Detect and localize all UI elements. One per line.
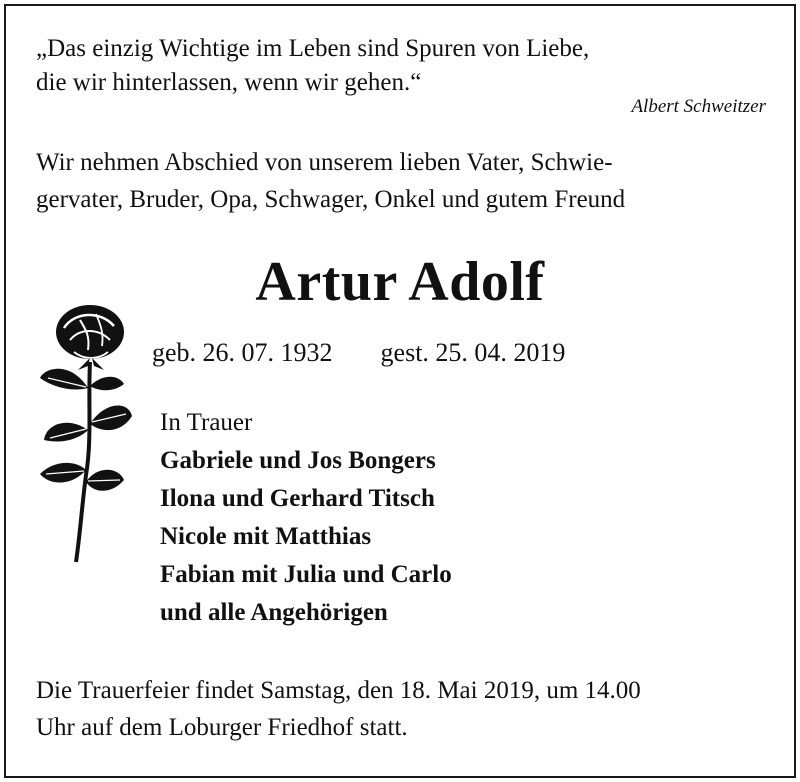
service-line: Uhr auf dem Loburger Friedhof statt. [36, 714, 408, 741]
intro-text [36, 144, 625, 218]
mourners [160, 404, 452, 632]
quote-author: Albert Schweitzer [631, 96, 766, 117]
mourners-list [160, 442, 452, 632]
quote [36, 32, 589, 100]
mourner-name: Nicole mit Matthias [160, 523, 372, 550]
intro-line: Wir nehmen Abschied von unserem lieben Vater, Schwie- [36, 149, 613, 176]
mourner-name: Fabian mit Julia und Carlo [160, 561, 452, 588]
mourner-name: Gabriele und Jos Bongers [160, 447, 436, 474]
mourner-name: Ilona und Gerhard Titsch [160, 485, 435, 512]
intro-line: gervater, Bruder, Opa, Schwager, Onkel und gutem Freund [36, 186, 626, 213]
service-info [36, 672, 641, 746]
deceased-name: Artur Adolf [255, 251, 545, 313]
mourners-heading: In Trauer [160, 409, 253, 436]
birth-date: geb. 26. 07. 1932 [152, 338, 333, 367]
quote-line: „Das einzig Wichtige im Leben sind Spuren von Liebe, [36, 35, 590, 62]
death-date: gest. 25. 04. 2019 [380, 338, 566, 367]
life-dates [152, 338, 565, 368]
quote-line: die wir hinterlassen, wenn wir gehen.“ [36, 69, 422, 96]
rose-icon [30, 300, 140, 565]
service-line: Die Trauerfeier findet Samstag, den 18. Mai 2019, um 14.00 [36, 677, 641, 704]
mourner-name: und alle Angehörigen [160, 599, 388, 626]
